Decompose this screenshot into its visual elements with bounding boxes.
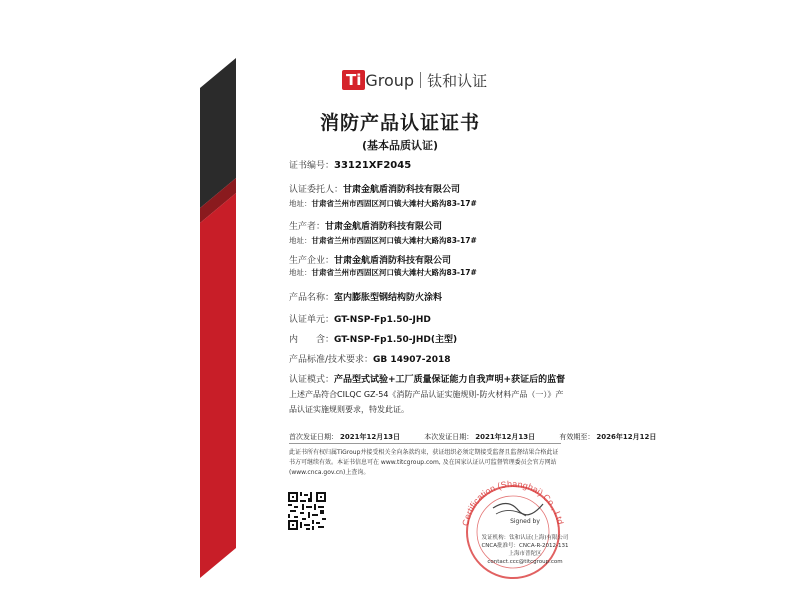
expiry-date-value: 2026年12月12日	[596, 433, 657, 441]
qr-code	[288, 492, 326, 530]
standard-label: 产品标准/技术要求：	[289, 355, 374, 365]
logo-separator	[420, 72, 421, 88]
logo-group: Group	[365, 70, 415, 90]
factory-label: 生产企业：	[289, 256, 335, 266]
standard-value: GB 14907-2018	[373, 355, 451, 365]
decorative-band	[200, 58, 236, 578]
producer-address-row	[289, 235, 477, 246]
producer-value: 甘肃金航盾消防科技有限公司	[325, 222, 443, 232]
signed-by-label: Signed by	[510, 518, 540, 525]
product-name-label: 产品名称：	[289, 293, 335, 303]
dates-row	[289, 432, 656, 442]
address-line: 上海市普陀区	[508, 551, 542, 557]
factory-value: 甘肃金航盾消防科技有限公司	[334, 256, 452, 266]
client-value: 甘肃金航盾消防科技有限公司	[343, 185, 461, 195]
contact-line: contact.ccc@titcgroup.com	[487, 559, 563, 565]
producer-address-label: 地址：	[289, 236, 312, 245]
unit-row	[289, 312, 431, 325]
tigroup-logo	[342, 67, 487, 93]
factory-address-value: 甘肃省兰州市西固区河口镇大滩村大路沟83-17#	[311, 268, 477, 277]
producer-row	[289, 219, 442, 232]
mode-label: 认证模式：	[289, 375, 335, 385]
seal-text: Certification (Shanghai) Co., Ltd.	[460, 478, 566, 528]
cert-number-row	[289, 158, 411, 171]
standard-row	[289, 352, 451, 365]
unit-value: GT-NSP-Fp1.50-JHD	[334, 315, 431, 325]
factory-address-label: 地址：	[289, 268, 312, 277]
divider	[289, 443, 561, 444]
producer-label: 生产者：	[289, 222, 326, 232]
unit-label: 认证单元：	[289, 315, 335, 325]
issue-date-value: 2021年12月13日	[340, 433, 400, 441]
cert-number-value: 33121XF2045	[334, 160, 412, 171]
expiry-date-label: 有效期至：	[559, 433, 595, 441]
cnca-line: CNCA批准号：CNCA-R-2012-131	[481, 543, 569, 549]
signature-block	[470, 518, 580, 566]
logo-chinese-name: 钛和认证	[427, 71, 488, 90]
client-address-value: 甘肃省兰州市西固区河口镇大滩村大路沟83-17#	[311, 199, 477, 208]
producer-address-value: 甘肃省兰州市西固区河口镇大滩村大路沟83-17#	[311, 236, 477, 245]
client-row	[289, 182, 460, 195]
product-name-row	[289, 290, 442, 303]
current-date-value: 2021年12月13日	[475, 433, 536, 441]
contains-label: 内 含：	[289, 335, 335, 345]
cert-number-label: 证书编号：	[289, 161, 335, 171]
signature-space	[470, 526, 580, 534]
conformity-statement: 上述产品符合CILQC GZ-54《消防产品认证实施规则-防火材料产品（一）》产品认证实施规则要求，特发此证。	[289, 390, 564, 414]
client-address-row	[289, 198, 477, 209]
mode-row	[289, 372, 565, 385]
product-name-value: 室内膨胀型钢结构防火涂料	[334, 293, 443, 303]
issuer-line: 发证机构：钛和认证(上海)有限公司	[481, 535, 569, 541]
client-address-label: 地址：	[289, 199, 312, 208]
client-label: 认证委托人：	[289, 185, 344, 195]
ownership-note: 此证书所有权归属TiGroup并接受相关全向条款约束，获证组织必须定期接受监督且监督结果合格此证书方可继续有效。本证书信息可在 www.titcgroup.com, 及在国家认证认可监督管理委员会官方网站(www.cnca.gov.cn)上查询。	[289, 449, 559, 476]
contains-row	[289, 332, 457, 345]
issue-date-label: 首次发证日期：	[289, 433, 338, 441]
certificate-subtitle: (基本品质认证)	[361, 139, 439, 152]
factory-address-row	[289, 267, 477, 278]
certificate-title: 消防产品认证证书	[319, 112, 480, 134]
current-date-label: 本次发证日期：	[424, 433, 474, 441]
logo-ti: Ti	[342, 70, 365, 90]
factory-row	[289, 253, 451, 266]
contains-value: GT-NSP-Fp1.50-JHD(主型)	[334, 335, 458, 345]
mode-value: 产品型式试验+工厂质量保证能力自我声明+获证后的监督	[334, 375, 566, 385]
